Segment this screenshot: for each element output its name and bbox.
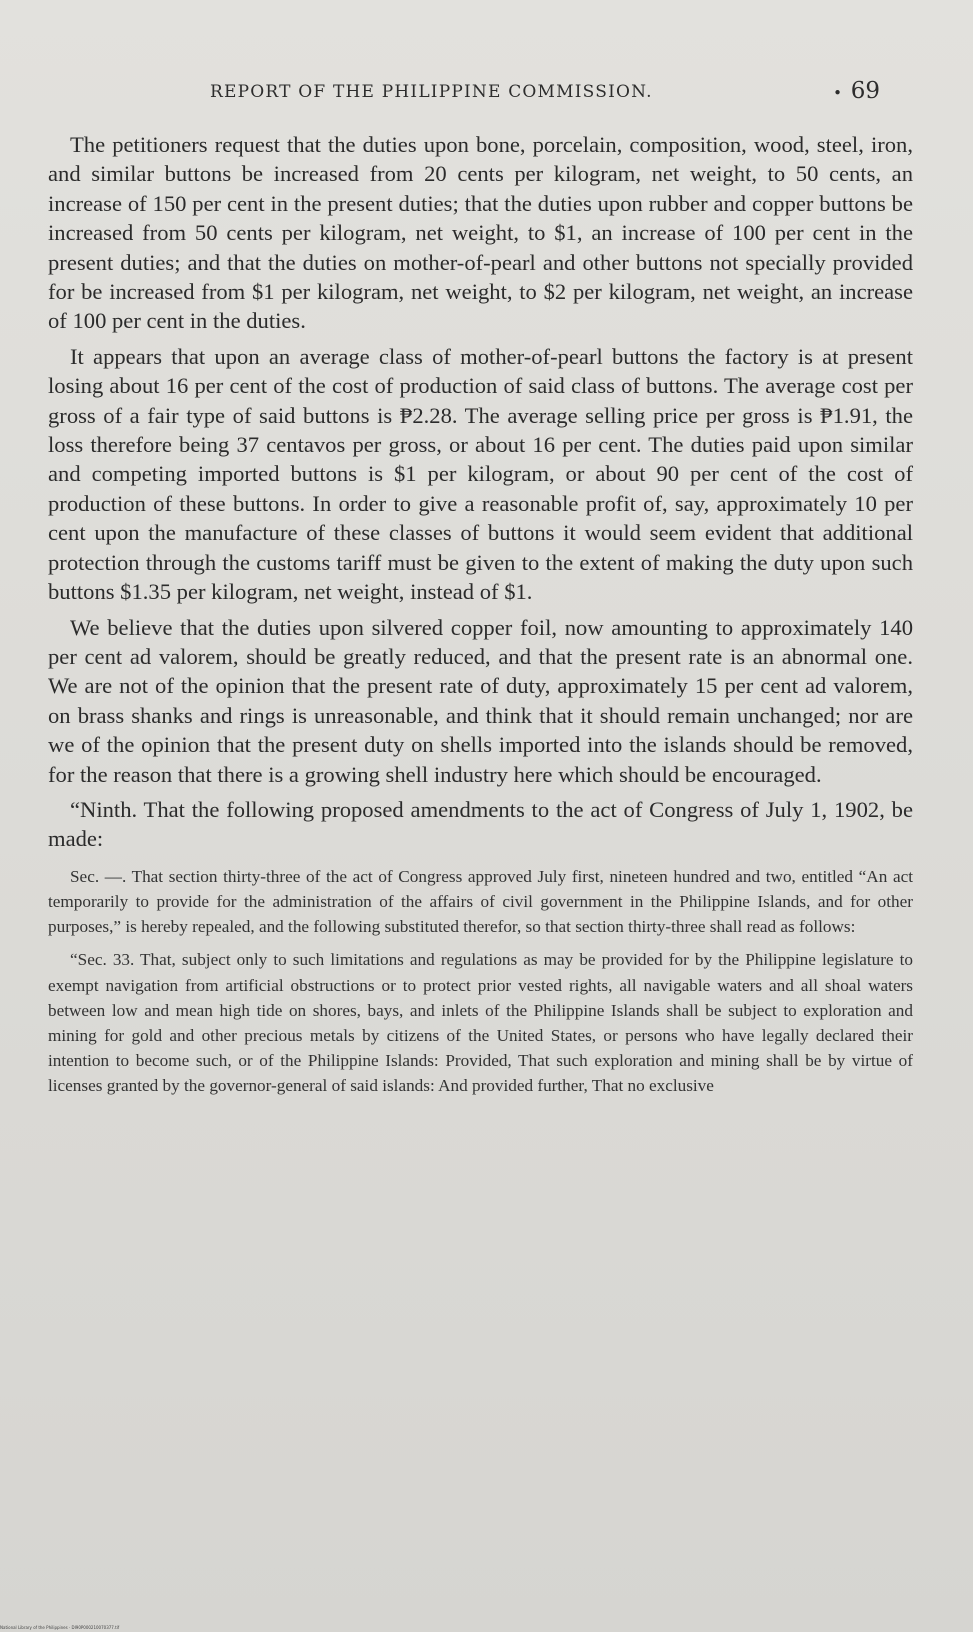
scan-footer-note: National Library of the Philippines · DI90P000210070377.tif bbox=[0, 1625, 120, 1630]
body-text bbox=[48, 130, 913, 1107]
quoted-paragraph: “Sec. 33. That, subject only to such limitations and regulations as may be provided for by the Philippine legislature to exempt navigation from artificial obstructions or to protect prior vested rights, all navigable waters and all shoal waters between low and mean high tide on shores, bays, and inlets of the Philippine Islands shall be subject to exploration and mining for gold and other precious metals by citizens of the United States, or persons who have legally declared their intention to become such, or of the Philippine Islands: Provided, That such exploration and mining shall be by virtue of licenses granted by the governor-general of said islands: And provided further, That no exclusive bbox=[48, 950, 913, 1096]
paragraph: “Ninth. That the following proposed amendments to the act of Congress of July 1, 1902, be made: bbox=[48, 796, 913, 852]
paragraph: The petitioners request that the duties upon bone, porcelain, composition, wood, steel, iron, and similar buttons be increased from 20 cents per kilogram, net weight, to 50 cents, an increase of 150 per cent in the present duties; that the duties upon rubber and copper buttons be increased from 50 cents per kilogram, net weight, to $1, an increase of 100 per cent in the present duties; and that the duties on mother-of-pearl and other buttons not specially provided for be increased from $1 per kilogram, net weight, to $2 per kilogram, net weight, an increase of 100 per cent in the duties. bbox=[48, 132, 913, 334]
quoted-paragraph: Sec. —. That section thirty-three of the act of Congress approved July first, nineteen hundred and two, entitled “An act temporarily to provide for the administration of the affairs of civil government in the Philippine Islands, and for other purposes,” is hereby repealed, and the following substituted therefor, so that section thirty-three shall read as follows: bbox=[48, 866, 913, 937]
running-head bbox=[60, 78, 920, 108]
page-number: 69 bbox=[850, 78, 880, 104]
bullet-mark: • bbox=[833, 84, 842, 102]
quoted-amendment bbox=[48, 864, 913, 1099]
paragraph: We believe that the duties upon silvered copper foil, now amounting to approximately 140 per cent ad valorem, should be greatly reduced, and that the present rate is an abnormal one. We are not of the opinion that the present rate of duty, approximately 15 per cent ad valorem, on brass shanks and rings is unreasonable, and think that it should remain unchanged; nor are we of the opinion that the present duty on shells imported into the islands should be removed, for the reason that there is a growing shell industry here which should be encouraged. bbox=[48, 614, 913, 787]
paragraph: It appears that upon an average class of mother-of-pearl buttons the factory is at present losing about 16 per cent of the cost of production of said class of buttons. The average cost per gross of a fair type of said buttons is ₱2.28. The average selling price per gross is ₱1.91, the loss therefore being 37 centavos per gross, or about 16 per cent. The duties paid upon similar and competing imported buttons is $1 per kilogram, or about 90 per cent of the cost of production of these buttons. In order to give a reasonable profit of, say, approximately 10 per cent upon the manufacture of these classes of buttons it would seem evident that additional protection through the customs tariff must be given to the extent of making the duty upon such buttons $1.35 per kilogram, net weight, instead of $1. bbox=[48, 343, 913, 605]
running-title: REPORT OF THE PHILIPPINE COMMISSION. bbox=[210, 82, 653, 102]
